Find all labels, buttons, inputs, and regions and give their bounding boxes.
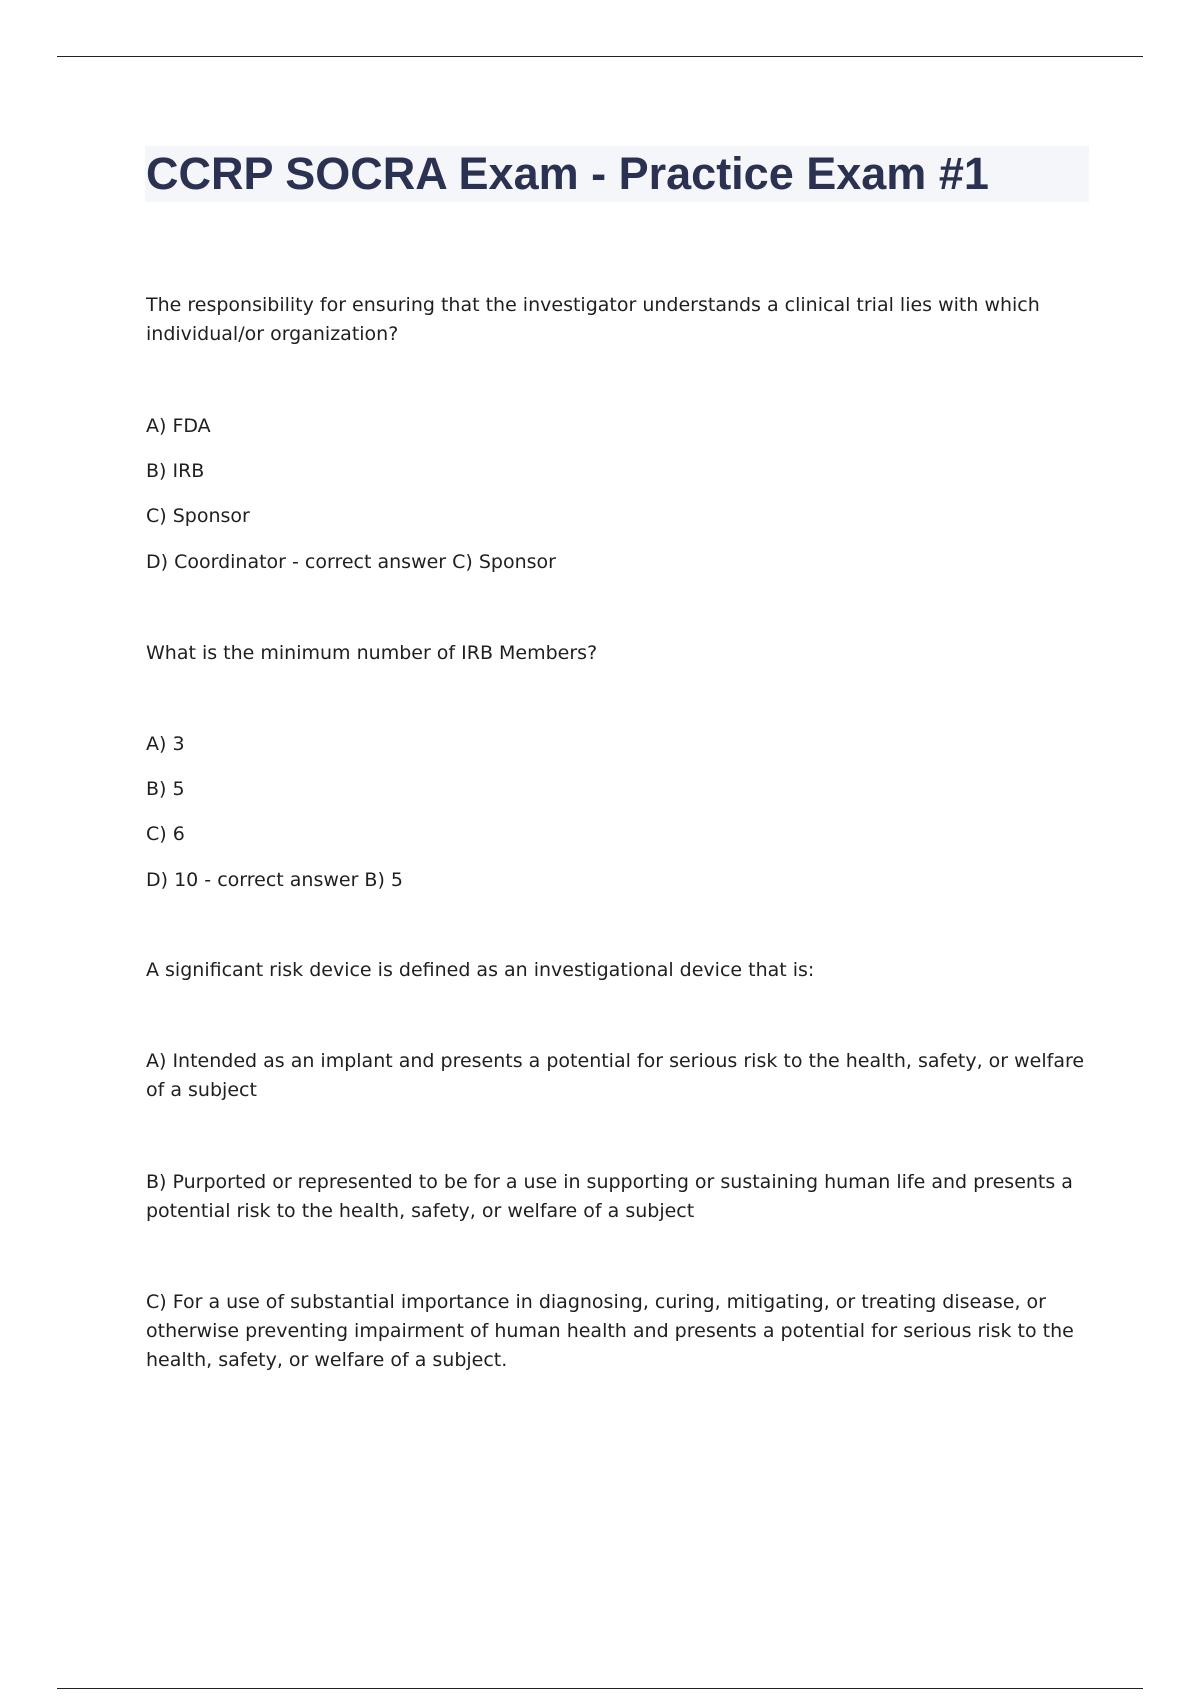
question-3-option-b: B) Purported or represented to be for a use in supporting or sustaining human life and presents a potential risk to the health, safety, or welfare of a subject	[146, 1171, 1073, 1222]
question-2-option-b: B) 5	[146, 778, 185, 800]
question-2-option-a: A) 3	[146, 733, 185, 755]
question-1-option-b: B) IRB	[146, 460, 205, 482]
question-3-option-a: A) Intended as an implant and presents a potential for serious risk to the health, safety, or welfare of a subject	[146, 1050, 1085, 1101]
question-1-option-d: D) Coordinator - correct answer C) Sponsor	[146, 551, 556, 573]
question-1-option-c: C) Sponsor	[146, 505, 250, 527]
question-2-prompt: What is the minimum number of IRB Members?	[146, 642, 598, 664]
question-2-option-d: D) 10 - correct answer B) 5	[146, 869, 404, 891]
question-1-prompt: The responsibility for ensuring that the investigator understands a clinical trial lies with which individual/or organization?	[146, 294, 1040, 345]
question-2-option-c: C) 6	[146, 823, 185, 845]
page-title: CCRP SOCRA Exam - Practice Exam #1	[146, 148, 989, 199]
top-rule	[57, 56, 1143, 57]
bottom-rule	[57, 1688, 1143, 1689]
question-3-prompt: A significant risk device is defined as an investigational device that is:	[146, 959, 815, 981]
question-1-option-a: A) FDA	[146, 415, 211, 437]
question-3-option-c: C) For a use of substantial importance in diagnosing, curing, mitigating, or treating disease, or otherwise preventing impairment of human health and presents a potential for serious risk to the health, safety, or welfare of a subject.	[146, 1291, 1074, 1371]
